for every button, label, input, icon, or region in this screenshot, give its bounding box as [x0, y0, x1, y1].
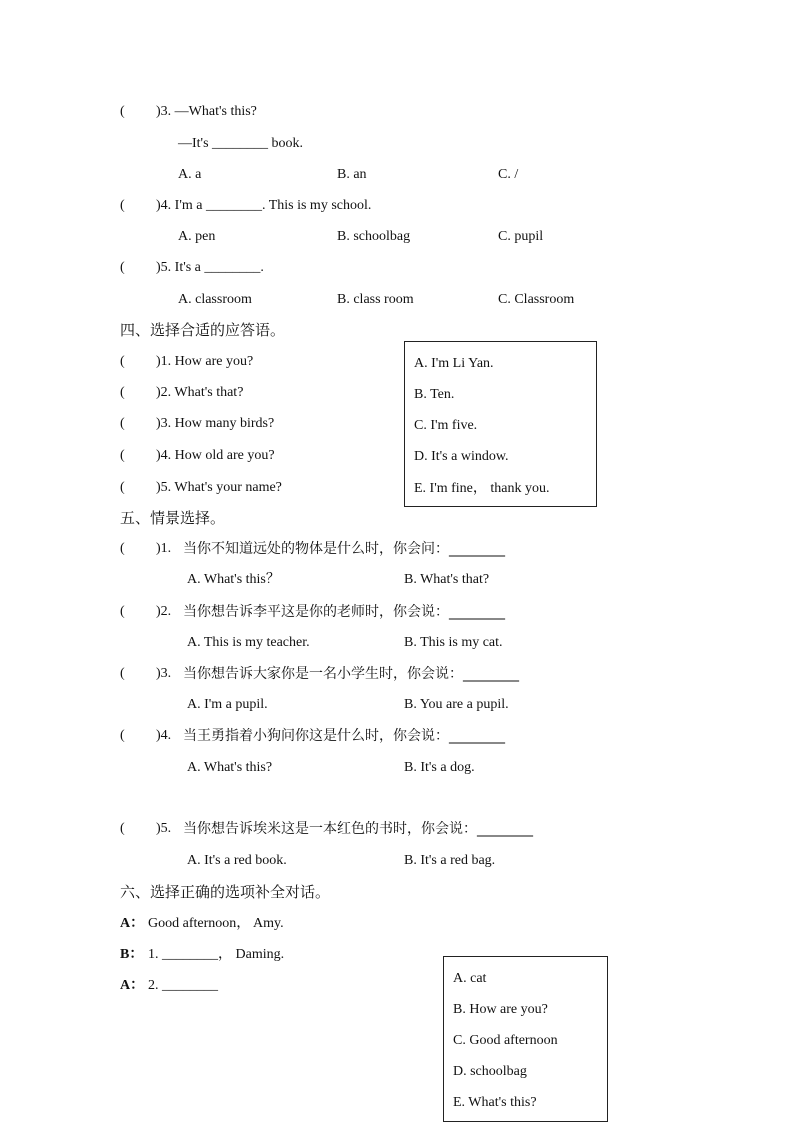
item-number: )2. — [156, 604, 172, 619]
question-label: )5. It's a ________. — [156, 260, 264, 275]
question-label: )2. What's that? — [156, 385, 244, 400]
section-heading-4: 四、选择合适的应答语。 — [120, 321, 286, 339]
speaker-label: B： — [120, 947, 144, 962]
item-prompt: 当你不知道远处的物体是什么时，你会问：________ — [183, 541, 505, 557]
choice-option: D. schoolbag — [453, 1064, 527, 1079]
answer-option: E. I'm fine， thank you. — [414, 481, 550, 496]
choice-option: E. What's this? — [453, 1095, 537, 1110]
answer-paren: ( — [120, 604, 125, 619]
option-b: B. It's a red bag. — [404, 853, 496, 868]
item-number: )1. — [156, 541, 172, 556]
question-label: )5. What's your name? — [156, 480, 282, 495]
question-label: )4. How old are you? — [156, 448, 275, 463]
answer-paren: ( — [120, 198, 125, 213]
question-line: —It's ________ book. — [178, 136, 304, 151]
choice-option: A. cat — [453, 971, 487, 986]
item-number: )4. — [156, 728, 172, 743]
option-a: A. I'm a pupil. — [187, 697, 268, 712]
answer-paren: ( — [120, 666, 125, 681]
dialogue-line: 2. ________ — [148, 978, 218, 993]
option-a: A. What's this? — [187, 760, 273, 775]
question-label: )3. —What's this? — [156, 104, 257, 119]
speaker-label: A： — [120, 978, 145, 993]
option-b: B. an — [337, 167, 367, 182]
answer-option: B. Ten. — [414, 387, 455, 402]
choice-option: C. Good afternoon — [453, 1033, 558, 1048]
answer-paren: ( — [120, 385, 125, 400]
answer-paren: ( — [120, 541, 125, 556]
option-a: A. classroom — [178, 292, 252, 307]
section-heading-6: 六、选择正确的选项补全对话。 — [120, 883, 331, 901]
speaker-label: A： — [120, 916, 145, 931]
answer-paren: ( — [120, 354, 125, 369]
answer-option: A. I'm Li Yan. — [414, 356, 494, 371]
item-number: )5. — [156, 821, 172, 836]
answer-paren: ( — [120, 104, 125, 119]
option-a: A. pen — [178, 229, 216, 244]
option-c: C. Classroom — [498, 292, 575, 307]
question-label: )4. I'm a ________. This is my school. — [156, 198, 372, 213]
item-prompt: 当你想告诉李平这是你的老师时，你会说：________ — [183, 604, 505, 620]
answer-option: D. It's a window. — [414, 449, 509, 464]
option-a: A. a — [178, 167, 202, 182]
question-label: )1. How are you? — [156, 354, 254, 369]
option-b: B. class room — [337, 292, 414, 307]
item-prompt: 当你想告诉大家你是一名小学生时，你会说：________ — [183, 666, 519, 682]
item-prompt: 当王勇指着小狗问你这是什么时，你会说：________ — [183, 728, 505, 744]
item-prompt: 当你想告诉埃米这是一本红色的书时，你会说：________ — [183, 821, 533, 837]
section-heading-5: 五、情景选择。 — [120, 509, 226, 527]
dialogue-line: 1. ________， Daming. — [148, 947, 285, 962]
item-number: )3. — [156, 666, 172, 681]
dialogue-line: Good afternoon， Amy. — [148, 916, 284, 931]
option-b: B. You are a pupil. — [404, 697, 509, 712]
choices-box — [443, 956, 608, 1122]
answer-paren: ( — [120, 448, 125, 463]
option-a: A. It's a red book. — [187, 853, 287, 868]
option-b: B. What's that? — [404, 572, 490, 587]
answer-paren: ( — [120, 821, 125, 836]
option-b: B. schoolbag — [337, 229, 411, 244]
answer-option: C. I'm five. — [414, 418, 478, 433]
answer-paren: ( — [120, 728, 125, 743]
option-b: B. This is my cat. — [404, 635, 503, 650]
option-c: C. / — [498, 167, 519, 182]
answer-box — [404, 341, 597, 507]
choice-option: B. How are you? — [453, 1002, 548, 1017]
answer-paren: ( — [120, 416, 125, 431]
option-b: B. It's a dog. — [404, 760, 475, 775]
option-a: A. This is my teacher. — [187, 635, 310, 650]
answer-paren: ( — [120, 480, 125, 495]
option-a: A. What's this？ — [187, 572, 280, 587]
answer-paren: ( — [120, 260, 125, 275]
question-label: )3. How many birds? — [156, 416, 275, 431]
option-c: C. pupil — [498, 229, 544, 244]
